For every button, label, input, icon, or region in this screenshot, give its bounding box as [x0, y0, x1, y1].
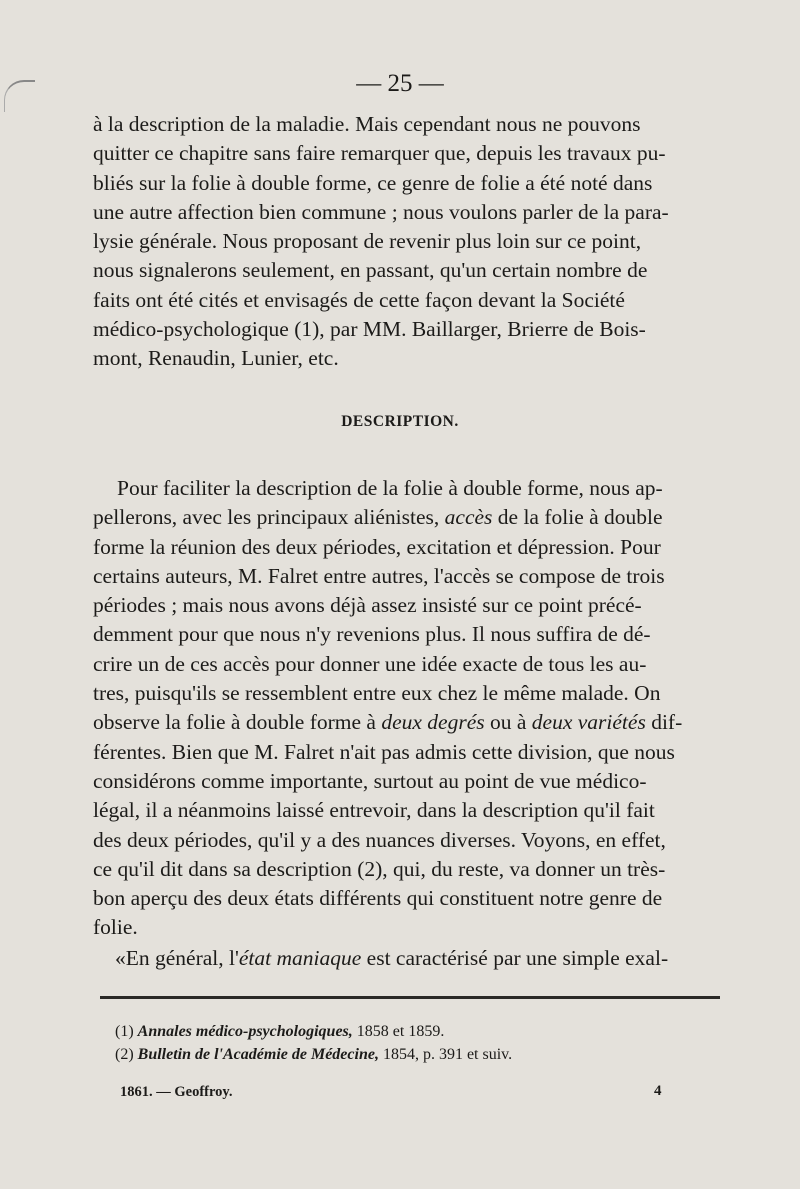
text-line: légal, il a néanmoins laissé entrevoir, dans la description qu'il fait — [93, 798, 655, 823]
text-line: lysie générale. Nous proposant de revenir plus loin sur ce point, — [93, 229, 642, 254]
text-line: folie. — [93, 915, 138, 940]
footnote-1: (1) Annales médico-psychologiques, 1858 et 1859. — [115, 1023, 445, 1040]
text-line: nous signalerons seulement, en passant, qu'un certain nombre de — [93, 258, 648, 283]
text-line: certains auteurs, M. Falret entre autres, l'accès se compose de trois — [93, 563, 665, 588]
footnote-title: Annales médico-psychologiques, — [137, 1023, 353, 1040]
text-line: à la description de la maladie. Mais cependant nous ne pouvons — [93, 112, 641, 136]
text-line: des deux périodes, qu'il y a des nuances diverses. Voyons, en effet, — [93, 827, 666, 852]
text-line: observe la folie à double forme à deux degrés ou à deux variétés dif- — [93, 710, 683, 735]
text-line: demment pour que nous n'y revenions plus. Il nous suffira de dé- — [93, 622, 651, 647]
text-line: bliés sur la folie à double forme, ce genre de folie a été noté dans — [93, 170, 653, 195]
text-line: une autre affection bien commune ; nous voulons parler de la para- — [93, 199, 669, 224]
text-line: tres, puisqu'ils se ressemblent entre eux chez le même malade. On — [93, 681, 661, 706]
printer-signature: 1861. — Geoffroy. — [120, 1084, 233, 1100]
text-line: mont, Renaudin, Lunier, etc. — [93, 346, 339, 371]
paragraph-description — [93, 474, 723, 943]
footnote-title: Bulletin de l'Académie de Médecine, — [137, 1046, 379, 1063]
text-line: faits ont été cités et envisagés de cette façon devant la Société — [93, 287, 625, 312]
italic-term: deux degrés — [381, 710, 485, 735]
paragraph-continuation — [93, 110, 723, 374]
text-line: considérons comme importante, surtout au point de vue médico- — [93, 768, 647, 793]
text-line: périodes ; mais nous avons déjà assez insisté sur ce point précé- — [93, 593, 642, 618]
text-line: médico-psychologique (1), par MM. Baillarger, Brierre de Bois- — [93, 317, 646, 342]
footnote-rule — [100, 996, 720, 999]
text-line: pellerons, avec les principaux aliénistes, accès de la folie à double — [93, 505, 663, 530]
italic-term: deux variétés — [531, 710, 646, 735]
text-line: férentes. Bien que M. Falret n'ait pas admis cette division, que nous — [93, 739, 675, 764]
signature-number: 4 — [654, 1083, 662, 1099]
page-number: — 25 — — [356, 70, 444, 97]
text-line: crire un de ces accès pour donner une idée exacte de tous les au- — [93, 651, 647, 676]
text-line: quitter ce chapitre sans faire remarquer que, depuis les travaux pu- — [93, 141, 666, 166]
footnote-2: (2) Bulletin de l'Académie de Médecine, 1854, p. 391 et suiv. — [115, 1046, 513, 1063]
italic-term: état maniaque — [238, 946, 362, 970]
italic-term: accès — [444, 505, 493, 530]
section-heading: DESCRIPTION. — [341, 413, 459, 430]
paragraph-quote — [93, 944, 723, 973]
text-line: Pour faciliter la description de la folie à double forme, nous ap- — [117, 476, 663, 500]
text-line: ce qu'il dit dans sa description (2), qui, du reste, va donner un très- — [93, 856, 666, 881]
text-line: «En général, l'état maniaque est caractérisé par une simple exal- — [115, 946, 669, 970]
text-line: forme la réunion des deux périodes, excitation et dépression. Pour — [93, 534, 661, 559]
text-line: bon aperçu des deux états différents qui constituent notre genre de — [93, 886, 663, 911]
footnotes — [115, 1020, 715, 1066]
